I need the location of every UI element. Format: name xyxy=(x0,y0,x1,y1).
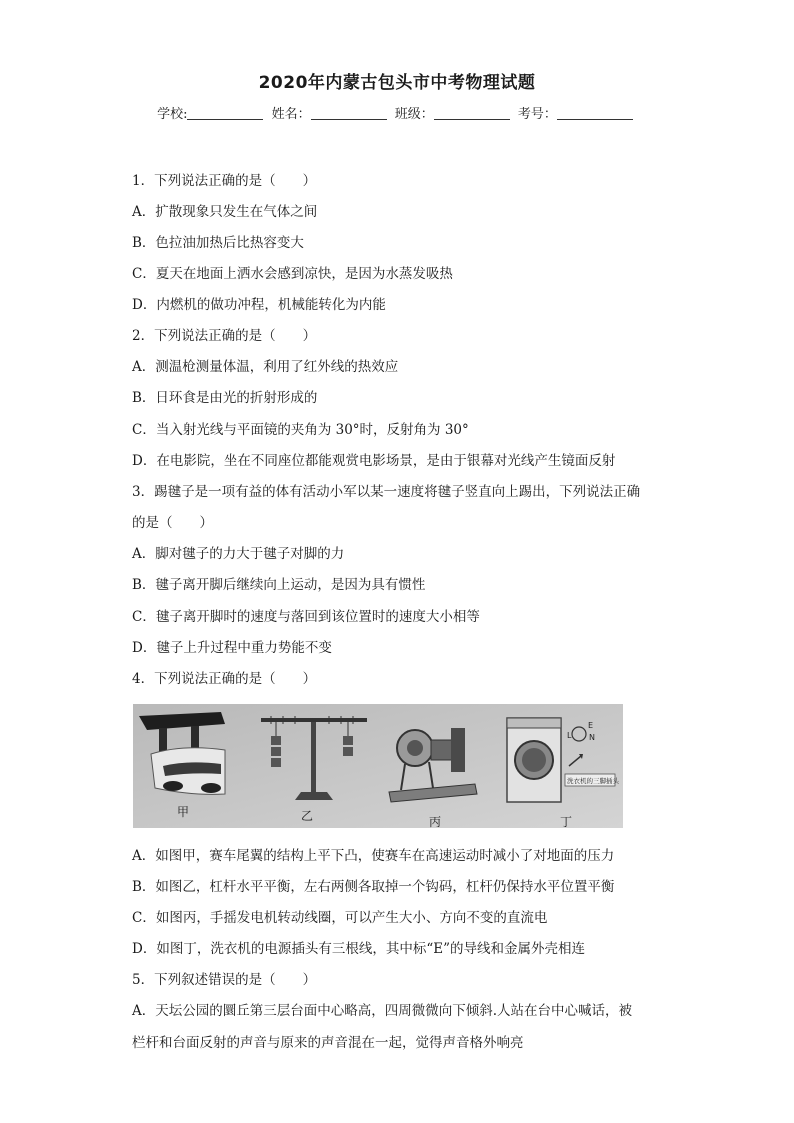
school-blank xyxy=(187,107,263,120)
plug-caption: 洗衣机的三脚插头 xyxy=(567,777,619,785)
q3-option-c: C．毽子离开脚时的速度与落回到该位置时的速度大小相等 xyxy=(132,609,480,625)
q4-stem: 4．下列说法正确的是（ ） xyxy=(132,671,317,687)
page-title: 2020年内蒙古包头市中考物理试题 xyxy=(258,73,536,93)
q4-figure xyxy=(133,704,623,828)
plug-n-label: N xyxy=(589,733,595,742)
q3-option-b: B．毽子离开脚后继续向上运动，是因为具有惯性 xyxy=(132,577,426,593)
q4-option-d: D．如图丁，洗衣机的电源插头有三根线，其中标“E”的导线和金属外壳相连 xyxy=(132,941,585,957)
q2-option-a: A．测温枪测量体温，利用了红外线的热效应 xyxy=(132,359,399,375)
number-label: 考号： xyxy=(517,107,557,122)
q2-option-c: C．当入射光线与平面镜的夹角为 30°时，反射角为 30° xyxy=(132,422,469,438)
number-blank xyxy=(557,107,633,120)
q3-option-a: A．脚对毽子的力大于毽子对脚的力 xyxy=(132,546,345,562)
student-info-row xyxy=(0,103,794,122)
q1-option-d: D．内燃机的做功冲程，机械能转化为内能 xyxy=(132,297,386,313)
figure-label-ding: 丁 xyxy=(560,815,573,828)
q2-option-b: B．日环食是由光的折射形成的 xyxy=(132,390,318,406)
q2-stem: 2．下列说法正确的是（ ） xyxy=(132,328,317,344)
school-label: 学校: xyxy=(157,107,188,122)
q4-option-a: A．如图甲，赛车尾翼的结构上平下凸，使赛车在高速运动时减小了对地面的压力 xyxy=(132,848,615,864)
q5-option-a-cont: 栏杆和台面反射的声音与原来的声音混在一起，觉得声音格外响亮 xyxy=(132,1035,524,1051)
plug-e-label: E xyxy=(588,721,594,730)
q1-option-b: B．色拉油加热后比热容变大 xyxy=(132,235,304,251)
q3-stem: 3．踢毽子是一项有益的体有活动小军以某一速度将毽子竖直向上踢出，下列说法正确 xyxy=(132,484,641,500)
q2-option-d: D．在电影院，坐在不同座位都能观赏电影场景，是由于银幕对光线产生镜面反射 xyxy=(132,453,616,469)
q4-option-c: C．如图丙，手摇发电机转动线圈，可以产生大小、方向不变的直流电 xyxy=(132,910,548,926)
q3-option-d: D．毽子上升过程中重力势能不变 xyxy=(132,640,332,656)
plug-l-label: L xyxy=(567,731,572,740)
q1-stem: 1．下列说法正确的是（ ） xyxy=(132,173,317,189)
q3-stem-cont: 的是（ ） xyxy=(132,515,213,531)
figure-label-bing: 丙 xyxy=(429,815,442,828)
q5-option-a: A．天坛公园的圜丘第三层台面中心略高，四周微微向下倾斜.人站在台中心喊话，被 xyxy=(132,1003,633,1019)
name-label: 姓名： xyxy=(271,107,311,122)
q4-option-b: B．如图乙，杠杆水平平衡，左右两侧各取掉一个钩码，杠杆仍保持水平位置平衡 xyxy=(132,879,615,895)
q1-option-c: C．夏天在地面上洒水会感到凉快，是因为水蒸发吸热 xyxy=(132,266,453,282)
class-label: 班级： xyxy=(394,107,434,122)
class-blank xyxy=(434,107,510,120)
q1-option-a: A．扩散现象只发生在气体之间 xyxy=(132,204,318,220)
q5-stem: 5．下列叙述错误的是（ ） xyxy=(132,972,317,988)
figure-label-jia: 甲 xyxy=(177,805,190,819)
figure-label-yi: 乙 xyxy=(301,809,314,823)
name-blank xyxy=(311,107,387,120)
